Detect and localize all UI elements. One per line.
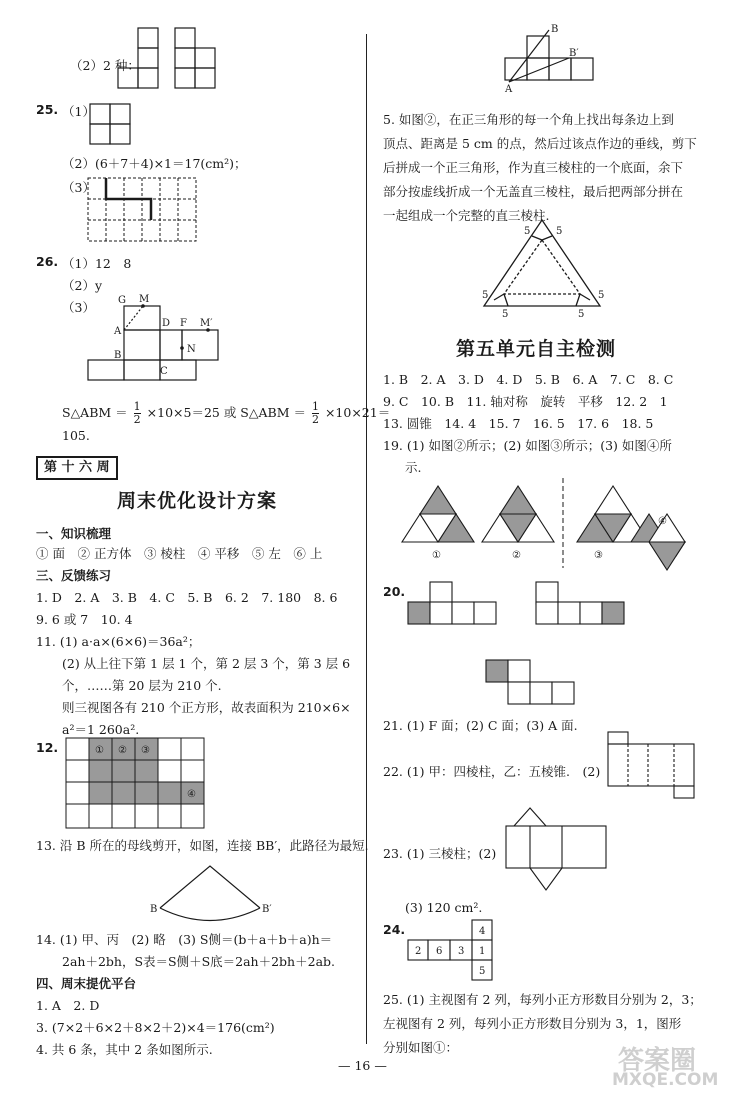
- label-a: A: [505, 84, 513, 95]
- side-label: 5: [556, 226, 563, 237]
- q24-number: 24.: [383, 922, 406, 937]
- q20-nets-figure: [408, 582, 708, 712]
- two-nets-figure: [118, 28, 218, 98]
- triangle-net-figure: [480, 218, 610, 318]
- q13-sector-figure: [150, 858, 270, 928]
- q14-line1: 14. (1) 甲、丙 (2) 略 (3) S侧＝(b＋a＋b＋a)h＝: [36, 932, 333, 947]
- q26-part2: （2）y: [62, 278, 103, 293]
- q24-numbered-net: [408, 920, 498, 982]
- q26-part3: （3）: [62, 300, 95, 315]
- section-feedback: 三、反馈练习: [36, 568, 112, 583]
- q5-line4: 部分按虚线折成一个无盖直三棱柱，最后把两部分拼在: [383, 184, 684, 199]
- q5-line3: 后拼成一个正三角形，作为直三棱柱的一个底面，余下: [383, 160, 684, 175]
- mark-2: ②: [512, 550, 521, 561]
- q25-dashed-grid-figure: [88, 178, 196, 244]
- cell-3: 3: [458, 946, 465, 957]
- answer-line2: 9. C 10. B 11. 轴对称 旋转 平移 12. 2 1: [383, 394, 668, 409]
- q26-part1: （1）12 8: [62, 256, 132, 271]
- cell-6: 6: [436, 946, 443, 957]
- q25-part2: （2）(6＋7＋4)×1＝17(cm²)；: [62, 156, 247, 171]
- label-b-prime: B′: [262, 904, 272, 915]
- label-g: G: [118, 295, 126, 306]
- q24-part2: （2）2 种：: [70, 58, 140, 73]
- q25-line2: 左视图有 2 列，每列小正方形数目分别为 3，1，图形: [383, 1016, 682, 1031]
- section-advance: 四、周末提优平台: [36, 976, 137, 991]
- knowledge-answers: ① 面 ② 正方体 ③ 棱柱 ④ 平移 ⑤ 左 ⑥ 上: [36, 546, 323, 561]
- mark-1: ①: [432, 550, 441, 561]
- q25-part1: （1）: [62, 104, 95, 119]
- q26-result: 105.: [62, 428, 90, 443]
- q14-line2: 2ah＋2bh，S表＝S侧＋S底＝2ah＋2bh＋2ab.: [62, 954, 335, 969]
- page-number: — 16 —: [338, 1058, 387, 1073]
- answer-line3: 13. 圆锥 14. 4 15. 7 16. 5 17. 6 18. 5: [383, 416, 654, 431]
- q11-line5: a²＝1 260a².: [62, 722, 140, 737]
- label-b: B: [551, 24, 559, 35]
- q25-number: 25.: [36, 102, 59, 117]
- q11-line2: (2) 从上往下第 1 层 1 个，第 2 层 3 个，第 3 层 6: [62, 656, 351, 671]
- page-title: 周末优化设计方案: [117, 490, 278, 512]
- week-tag: 第 十 六 周: [36, 456, 118, 480]
- side-label: 5: [524, 226, 531, 237]
- q19-triangles-figure: [408, 478, 698, 578]
- q25-grid-figure: [90, 104, 130, 146]
- side-label: 5: [578, 309, 585, 320]
- q5-line1: 5. 如图②，在正三角形的每一个角上找出每条边上到: [383, 112, 674, 127]
- feedback-line1: 1. D 2. A 3. B 4. C 5. B 6. 2 7. 180 8. 6: [36, 590, 338, 605]
- q23-part3: (3) 120 cm².: [405, 900, 483, 915]
- label-b: B: [150, 904, 158, 915]
- q12-grid-figure: [66, 738, 206, 830]
- mark-4: ④: [187, 789, 196, 800]
- advance-line1: 1. A 2. D: [36, 998, 100, 1013]
- section-knowledge: 一、知识梳理: [36, 526, 112, 541]
- q23-text: 23. (1) 三棱柱；(2): [383, 846, 497, 861]
- label-m: M: [139, 294, 150, 305]
- label-f: F: [180, 318, 187, 329]
- q25-part3: （3）: [62, 180, 95, 195]
- label-m-prime: M′: [200, 318, 213, 329]
- q25-line3: 分别如图①：: [383, 1040, 459, 1055]
- label-c: C: [160, 366, 168, 377]
- cell-2: 2: [415, 946, 422, 957]
- cell-5: 5: [479, 966, 486, 977]
- side-label: 5: [482, 290, 489, 301]
- unit-title: 第五单元自主检测: [456, 338, 617, 360]
- label-n: N: [187, 344, 196, 355]
- side-label: 5: [502, 309, 509, 320]
- advance-line2: 3. (7×2＋6×2＋8×2＋2)×4＝176(cm²): [36, 1020, 275, 1035]
- watermark-logo: 答案圈: [618, 1046, 697, 1076]
- q22-text: 22. (1) 甲：四棱柱，乙：五棱锥. (2): [383, 764, 601, 779]
- answer-line1: 1. B 2. A 3. D 4. D 5. B 6. A 7. C 8. C: [383, 372, 674, 387]
- label-b: B: [114, 350, 122, 361]
- q19-line1: 19. (1) 如图②所示；(2) 如图③所示；(3) 如图④所: [383, 438, 672, 453]
- q26-net-figure: [88, 292, 238, 382]
- q19-line2: 示.: [405, 460, 422, 475]
- label-d: D: [162, 318, 171, 329]
- cell-4: 4: [479, 926, 486, 937]
- q11-line1: 11. (1) a·a×(6×6)＝36a²；: [36, 634, 201, 649]
- mark-1: ①: [95, 745, 104, 756]
- watermark-url: MXQE.COM: [612, 1070, 719, 1090]
- q26-number: 26.: [36, 254, 59, 269]
- q20-number: 20.: [383, 584, 406, 599]
- label-a: A: [114, 326, 122, 337]
- mark-3: ③: [141, 745, 150, 756]
- advance-line3: 4. 共 6 条，其中 2 条如图所示.: [36, 1042, 213, 1057]
- q22-prism-net-figure: [604, 730, 704, 802]
- q12-number: 12.: [36, 740, 59, 755]
- q11-line3: 个，……第 20 层为 210 个.: [62, 678, 222, 693]
- q11-line4: 则三视图各有 210 个正方形，故表面积为 210×6×: [62, 700, 351, 715]
- q25-line1: 25. (1) 主视图有 2 列，每列小正方形数目分别为 2，3；: [383, 992, 702, 1007]
- q13-text: 13. 沿 B 所在的母线剪开，如图，连接 BB′，此路径为最短.: [36, 838, 369, 853]
- label-b-prime: B′: [569, 48, 579, 59]
- mark-4: ④: [658, 516, 667, 527]
- q23-triangular-prism-net: [504, 806, 614, 896]
- q26-formula: S△ABM ＝ $\frac{1}{2}$ ×10×5＝25 或 S△ABM ＝ $\frac{1}{2}$ ×10×21＝: [62, 400, 391, 426]
- shortest-path-figure: [505, 22, 615, 94]
- q5-line2: 顶点、距离是 5 cm 的点，然后过该点作边的垂线，剪下: [383, 136, 697, 151]
- side-label: 5: [598, 290, 605, 301]
- feedback-line2: 9. 6 或 7 10. 4: [36, 612, 133, 627]
- cell-1: 1: [479, 946, 486, 957]
- column-divider: [366, 34, 367, 1044]
- mark-3: ③: [594, 550, 603, 561]
- q21-text: 21. (1) F 面；(2) C 面；(3) A 面.: [383, 718, 578, 733]
- mark-2: ②: [118, 745, 127, 756]
- q5-line5: 一起组成一个完整的直三棱柱.: [383, 208, 550, 223]
